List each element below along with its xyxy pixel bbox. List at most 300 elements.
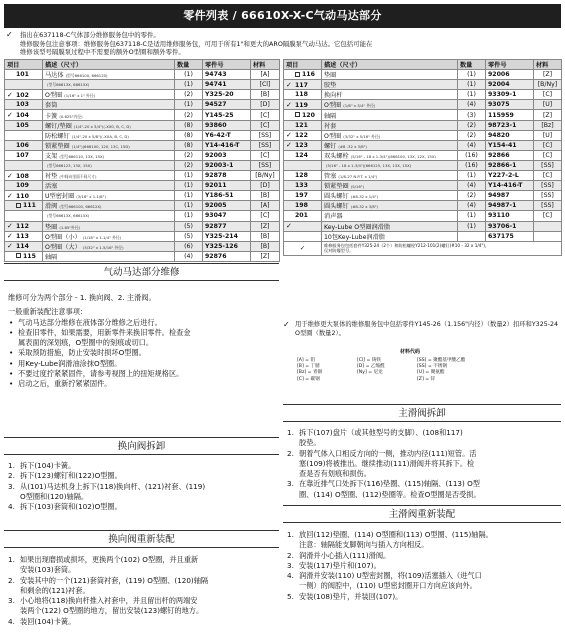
part-number: 92006 bbox=[486, 70, 534, 80]
desc-size: (型号666100, 666120) bbox=[65, 73, 108, 79]
desc-cell bbox=[322, 171, 458, 181]
material-code: [U] bbox=[534, 130, 562, 140]
desc-cell bbox=[43, 90, 175, 100]
bullet-item: 属表面的深划痕，O型圈中的刻痕或切口。 bbox=[18, 338, 154, 348]
qty-cell: (1) bbox=[175, 100, 203, 110]
desc-size: (1/16" x 1-1/4" 外径) bbox=[82, 234, 122, 240]
step-item bbox=[287, 530, 559, 540]
desc-cell bbox=[43, 160, 175, 170]
step-text: O型圈和(120)轴隔。 bbox=[20, 491, 89, 501]
step-number: 2. bbox=[287, 550, 294, 560]
header-item: 项目 bbox=[5, 60, 43, 70]
item-cell bbox=[284, 150, 322, 160]
step-text: 塞(109)将被推出。继续推动(111)滑阀并将其拆下。检 bbox=[299, 458, 475, 468]
desc-size: (型号666110, 13X, 15X) bbox=[59, 153, 105, 159]
table-row bbox=[284, 140, 562, 150]
table-row bbox=[284, 201, 562, 211]
item-number: 117 bbox=[295, 81, 308, 89]
part-number: 92877 bbox=[203, 221, 251, 231]
part-number: 637175 bbox=[486, 231, 534, 241]
legend-entry: [Z] = 锌 bbox=[417, 376, 436, 382]
item-cell bbox=[5, 221, 43, 231]
parts-table-right bbox=[283, 59, 562, 256]
item-cell bbox=[284, 211, 322, 221]
step-text: 安装(108)垫片，并装回(107)。 bbox=[299, 591, 403, 601]
check-icon: ✓ bbox=[7, 171, 13, 180]
part-number: 98723-1 bbox=[486, 120, 534, 130]
step-text: 安装其中的一个(121)套筒衬套，(119) O型圈、(120)轴隔 bbox=[20, 575, 209, 585]
bullet-item: • 气动马达部分维修在液体部分维修之后进行。 bbox=[8, 318, 278, 328]
desc-cell bbox=[43, 80, 175, 90]
check-icon: ✓ bbox=[7, 222, 13, 231]
box-icon bbox=[295, 112, 300, 117]
part-number: 92004 bbox=[486, 80, 534, 90]
step-text: 在靠近排气口处拆下(116)垫圈、(115)轴隔、(113) O型 bbox=[299, 479, 480, 489]
item-cell bbox=[284, 140, 322, 150]
legend-entry: [Bz] = 青铜 bbox=[297, 370, 323, 376]
table-row bbox=[284, 120, 562, 130]
item-number: 107 bbox=[16, 151, 29, 159]
table-row bbox=[284, 70, 562, 80]
desc-cell bbox=[322, 150, 458, 160]
page-title-banner: 零件列表 / 66610X-X-C气动马达部分 bbox=[4, 4, 561, 28]
qty-cell: (4) bbox=[175, 251, 203, 261]
box-icon bbox=[16, 203, 21, 208]
step-item bbox=[287, 490, 559, 500]
table-row bbox=[5, 221, 280, 231]
part-number: 92005 bbox=[203, 201, 251, 211]
item-cell bbox=[5, 70, 43, 80]
desc-text: 锁紧垫圈 bbox=[45, 142, 70, 150]
table-row bbox=[5, 150, 280, 160]
item-number: 115 bbox=[23, 252, 36, 260]
step-item bbox=[287, 581, 559, 591]
part-number: 115959 bbox=[486, 110, 534, 120]
desc-cell bbox=[43, 130, 175, 140]
legend-entry: [SS] = 聚酯基甲酸乙酯 bbox=[417, 358, 466, 363]
desc-text: 支架 bbox=[45, 152, 58, 160]
step-item bbox=[287, 428, 559, 438]
item-number: 123 bbox=[295, 142, 308, 150]
step-text: 查是否有划痕和损伤。 bbox=[299, 469, 371, 479]
desc-size: (5/16" - 18 x 1-3/4")(666125, 13X, 13X, 15X) bbox=[326, 162, 412, 168]
table-row bbox=[284, 171, 562, 181]
step-text: 朝着气体入口相反方向的一侧，推动内径(111)短管。活 bbox=[299, 448, 477, 458]
desc-size: (1/4"-20 x 3/4")(-XX0, B, C, D) bbox=[73, 123, 131, 129]
qty-cell: (3) bbox=[458, 110, 486, 120]
desc-text: O型圈（大） bbox=[45, 243, 81, 251]
desc-size: (5/16" - 18 x 1-3/4")(666100, 13X, 12X, 15X) bbox=[350, 153, 436, 159]
section-title-pilot-disassembly: 换向阀拆卸 bbox=[4, 437, 279, 455]
main-reassembly-steps bbox=[287, 530, 559, 602]
table-row bbox=[284, 90, 562, 100]
step-text: 拆下(107)盘片（或其他型号的支脚）、(108和117) bbox=[299, 428, 463, 437]
step-text: 润滑并安装(110) U型密封圈，将(109)活塞插入（进气口 bbox=[299, 571, 482, 581]
desc-cell bbox=[322, 160, 458, 170]
item-number: 128 bbox=[295, 172, 308, 180]
material-code: [SS] bbox=[251, 130, 280, 140]
legend-row bbox=[297, 377, 557, 383]
desc-size: (#8-32 x 1/4") bbox=[350, 194, 379, 200]
table-row bbox=[284, 211, 562, 221]
check-icon: ✓ bbox=[286, 222, 292, 231]
step-item bbox=[287, 479, 559, 489]
qty-cell: (1) bbox=[458, 70, 486, 80]
step-text: 拆下(103)套筒和(102)O型圈。 bbox=[20, 502, 122, 512]
table-row bbox=[284, 221, 562, 231]
item-cell bbox=[284, 130, 322, 140]
desc-text: 换向杆 bbox=[324, 92, 343, 100]
desc-cell bbox=[322, 90, 458, 100]
desc-size: (1/8" x 3/4" 外径) bbox=[343, 103, 376, 109]
intro-line-3: 维修该型号隔膜泵过程中不需要的额外O型圈和额外零件。 bbox=[20, 48, 185, 57]
table-row bbox=[5, 100, 280, 110]
desc-text: 螺钉/垫圈 bbox=[45, 122, 72, 130]
check-icon: ✓ bbox=[286, 131, 292, 140]
desc-size: (型号66613X, 66615X) bbox=[47, 213, 90, 219]
desc-text: U型密封圈 bbox=[45, 193, 75, 201]
item-cell bbox=[5, 191, 43, 201]
desc-text: 垫圈 bbox=[45, 223, 58, 231]
desc-cell bbox=[322, 221, 458, 231]
check-icon: ✓ bbox=[7, 111, 13, 120]
check-icon: ✓ bbox=[6, 30, 13, 39]
check-icon: ✓ bbox=[7, 232, 13, 241]
qty-cell: (2) bbox=[458, 120, 486, 130]
step-number: 3. bbox=[8, 596, 15, 606]
item-cell bbox=[5, 110, 43, 120]
qty-cell: (2) bbox=[175, 150, 203, 160]
step-item bbox=[287, 469, 559, 479]
desc-text: O型圈 bbox=[45, 92, 63, 100]
step-item bbox=[8, 471, 280, 481]
table-row bbox=[284, 100, 562, 110]
table-row bbox=[284, 160, 562, 170]
item-cell bbox=[284, 80, 322, 90]
part-number: Y186-51 bbox=[203, 191, 251, 201]
intro-block bbox=[6, 31, 559, 57]
step-number: 1. bbox=[287, 530, 294, 539]
desc-cell bbox=[322, 120, 458, 130]
desc-text: 垫圈 bbox=[324, 72, 337, 80]
desc-size: (型号666100, 66612X) bbox=[59, 204, 102, 210]
desc-text: O型圈 bbox=[324, 132, 342, 140]
item-cell bbox=[284, 90, 322, 100]
step-item bbox=[287, 449, 559, 459]
desc-cell bbox=[43, 251, 175, 261]
step-text: 注意：轴隔能支脚朝向与插入方向相反。 bbox=[299, 540, 429, 550]
desc-cell bbox=[43, 241, 175, 251]
desc-text: 卡簧 bbox=[45, 112, 58, 120]
legend-entry: [Cl] = 铸铁 bbox=[357, 358, 382, 363]
material-code: [B] bbox=[251, 90, 280, 100]
desc-cell bbox=[322, 100, 458, 110]
part-number: Y325-126 bbox=[203, 241, 251, 251]
table-row bbox=[5, 110, 280, 120]
part-number: Y154-41 bbox=[486, 140, 534, 150]
repair-intro bbox=[8, 293, 278, 390]
desc-text: 套筒 bbox=[45, 102, 58, 110]
step-text: 一侧）的阀腔中，(110) U型密封圈开口方向应该向外。 bbox=[299, 581, 477, 591]
table-row bbox=[5, 80, 280, 90]
table-row bbox=[5, 191, 280, 201]
step-item bbox=[287, 459, 559, 469]
desc-cell bbox=[43, 100, 175, 110]
table-row bbox=[5, 130, 280, 140]
item-number: 198 bbox=[295, 202, 308, 210]
part-number: 92866-1 bbox=[486, 160, 534, 170]
material-code: [Z] bbox=[251, 221, 280, 231]
item-cell bbox=[284, 231, 322, 241]
item-cell bbox=[5, 140, 43, 150]
desc-cell bbox=[43, 211, 175, 221]
step-item bbox=[8, 482, 280, 492]
material-code: [B] bbox=[251, 191, 280, 201]
header-qty: 数量 bbox=[458, 60, 486, 70]
item-cell bbox=[5, 201, 43, 211]
section-title-main-reassembly: 主滑阀重新装配 bbox=[283, 505, 561, 523]
step-item bbox=[8, 596, 280, 606]
part-number: 93047 bbox=[203, 211, 251, 221]
step-item bbox=[287, 561, 559, 571]
part-number: 92866 bbox=[486, 150, 534, 160]
material-code: [U] bbox=[534, 100, 562, 110]
material-code: [Bz] bbox=[534, 120, 562, 130]
desc-text: 双头螺栓 bbox=[324, 152, 349, 160]
kit-note-check: ✓ bbox=[284, 241, 322, 255]
bullet-item: • 不要过度拧紧紧固件，请参考视图上的扭矩规格区。 bbox=[8, 369, 278, 379]
part-number: 93860 bbox=[203, 120, 251, 130]
step-item bbox=[8, 576, 280, 586]
material-code: [B] bbox=[251, 241, 280, 251]
check-icon: ✓ bbox=[286, 100, 292, 109]
item-cell bbox=[5, 100, 43, 110]
legend-entry: [SS] = 不锈钢 bbox=[417, 364, 447, 370]
material-code: [D] bbox=[251, 100, 280, 110]
item-cell bbox=[284, 221, 322, 231]
table-row bbox=[284, 80, 562, 90]
item-number: 113 bbox=[16, 233, 29, 241]
qty-cell: (16) bbox=[458, 150, 486, 160]
main-disassembly-steps bbox=[287, 428, 559, 500]
item-cell bbox=[284, 181, 322, 191]
material-code: [C] bbox=[534, 171, 562, 181]
step-text: 从(101)马达机身上拆下(118)换向杆、(121)衬套、(119) bbox=[20, 481, 206, 491]
step-number: 4. bbox=[8, 502, 15, 512]
item-cell bbox=[5, 160, 43, 170]
item-number: 112 bbox=[16, 223, 29, 231]
item-cell bbox=[5, 171, 43, 181]
repair-general-label: 一般重新装配注意事项： bbox=[8, 307, 88, 317]
item-cell bbox=[5, 130, 43, 140]
item-number: 105 bbox=[16, 121, 29, 129]
step-text: 装两个(122) O型圈的地方，留出安装(123)螺钉的地方。 bbox=[20, 606, 204, 616]
desc-cell bbox=[322, 110, 458, 120]
qty-cell: (1) bbox=[175, 181, 203, 191]
material-code: [SS] bbox=[251, 140, 280, 150]
step-number: 1. bbox=[287, 428, 294, 437]
header-mtl: 材料 bbox=[251, 60, 280, 70]
desc-size: (3/32" x 1-5/16" 外径) bbox=[82, 244, 124, 250]
qty-cell: (4) bbox=[458, 140, 486, 150]
repair-intro-line: 维修可分为两个部分 - 1. 换向阀、2. 主滑阀。 bbox=[8, 293, 156, 302]
step-item bbox=[8, 502, 280, 512]
step-text: 小心地将(118)换向杆推入衬套中，并且留出杆的两端安 bbox=[20, 596, 198, 606]
item-cell bbox=[284, 100, 322, 110]
table-row bbox=[5, 120, 280, 130]
part-number: 93309-1 bbox=[486, 90, 534, 100]
intro-line-1: 指出在637118-C气体部分维修服务包中的零件。 bbox=[20, 31, 160, 39]
part-number: 92011 bbox=[203, 181, 251, 191]
legend-entry: [Ny] = 尼龙 bbox=[357, 370, 383, 376]
item-cell bbox=[284, 120, 322, 130]
header-mtl: 材料 bbox=[534, 60, 562, 70]
header-part: 零件号 bbox=[486, 60, 534, 70]
step-item bbox=[8, 586, 280, 596]
table-row bbox=[5, 70, 280, 80]
qty-cell: (4) bbox=[458, 181, 486, 191]
kit-note-line-1: 维修服务包包括套件Y325-24（2个）和防松螺栓Y212-101(2)螺钉(#10 - 32 x 1/4")， bbox=[324, 242, 490, 248]
step-number: 3. bbox=[287, 479, 294, 489]
item-cell bbox=[284, 70, 322, 80]
material-code: [C] bbox=[534, 150, 562, 160]
check-icon: ✓ bbox=[7, 242, 13, 251]
table-row bbox=[5, 160, 280, 170]
legend-entry: [U] = 聚氨酯 bbox=[417, 370, 445, 376]
part-number: 94820 bbox=[486, 130, 534, 140]
qty-cell: (2) bbox=[458, 191, 486, 201]
desc-size: (中间向里面不同尺寸) bbox=[59, 174, 97, 180]
step-number: 3. bbox=[8, 481, 15, 491]
kit-note-row bbox=[284, 241, 562, 255]
check-icon: ✓ bbox=[7, 90, 13, 99]
step-text: 圈、(114) O型圈、(112)垫圈等。检查O型圈是否受损。 bbox=[299, 489, 481, 499]
legend-entry: [B] = 丁腈 bbox=[297, 364, 320, 370]
material-code: [C] bbox=[534, 140, 562, 150]
item-number: 124 bbox=[295, 151, 308, 159]
table-row bbox=[5, 201, 280, 211]
desc-cell bbox=[322, 70, 458, 80]
material-code-legend bbox=[297, 358, 557, 383]
desc-cell bbox=[322, 80, 458, 90]
desc-text: 消声器 bbox=[324, 213, 343, 221]
desc-text: 衬套 bbox=[324, 122, 337, 130]
part-number: 93110 bbox=[486, 211, 534, 221]
table-row bbox=[5, 251, 280, 261]
qty-cell: (1) bbox=[458, 171, 486, 181]
qty-cell: (1) bbox=[458, 211, 486, 221]
qty-cell: (1) bbox=[175, 80, 203, 90]
table-row bbox=[5, 181, 280, 191]
item-number: 102 bbox=[16, 91, 29, 99]
bullet-item: • 采取预防措施，防止安装时损坏O型圈。 bbox=[8, 348, 278, 358]
desc-cell bbox=[43, 201, 175, 211]
material-code: [SS] bbox=[534, 201, 562, 211]
qty-cell: (1) bbox=[458, 221, 486, 231]
desc-text: 轴隔 bbox=[45, 253, 58, 261]
step-number: 3. bbox=[287, 560, 294, 570]
qty-cell: (5) bbox=[175, 221, 203, 231]
part-number: 94527 bbox=[203, 100, 251, 110]
desc-size: (#8-32 x 3/8") bbox=[350, 204, 379, 210]
item-cell bbox=[5, 211, 43, 221]
desc-size: (1/4"-20 x 5/8")(-XXA, B, C, D) bbox=[71, 133, 129, 139]
qty-cell bbox=[458, 231, 486, 241]
qty-cell: (2) bbox=[175, 160, 203, 170]
desc-cell bbox=[322, 211, 458, 221]
step-number: 5. bbox=[287, 591, 294, 601]
section-title-air-motor-repair: 气动马达部分维修 bbox=[4, 263, 279, 281]
part-number: Y227-2-L bbox=[486, 171, 534, 181]
header-desc: 描述（尺寸） bbox=[43, 60, 175, 70]
check-icon: ✓ bbox=[7, 191, 13, 200]
item-cell bbox=[5, 150, 43, 160]
step-number: 4. bbox=[8, 616, 15, 626]
material-code: [Z] bbox=[534, 110, 562, 120]
bullet-item: • 检查旧零件，如果需要，用新零件来换旧零件。检查金 bbox=[8, 328, 278, 338]
header-part: 零件号 bbox=[203, 60, 251, 70]
material-code: [C] bbox=[534, 211, 562, 221]
step-item bbox=[287, 592, 559, 602]
material-code bbox=[534, 231, 562, 241]
material-code-title: 材料代码 bbox=[400, 349, 421, 355]
part-number: 92876 bbox=[203, 251, 251, 261]
qty-cell: (1) bbox=[175, 211, 203, 221]
desc-cell bbox=[43, 231, 175, 241]
qty-cell: (1) bbox=[175, 171, 203, 181]
desc-size: (5/16") bbox=[350, 184, 364, 190]
material-code bbox=[534, 221, 562, 231]
step-item bbox=[8, 461, 280, 471]
step-item bbox=[8, 565, 280, 575]
box-icon bbox=[295, 72, 300, 77]
table-row bbox=[284, 110, 562, 120]
qty-cell: (2) bbox=[175, 110, 203, 120]
desc-size: (型号66613X, 66615X) bbox=[47, 82, 90, 88]
part-number: Y6-42-T bbox=[203, 130, 251, 140]
desc-text: 胶垫 bbox=[324, 82, 337, 90]
item-number: 116 bbox=[302, 71, 315, 79]
item-number: 101 bbox=[16, 71, 29, 79]
item-number: 121 bbox=[295, 121, 308, 129]
desc-cell bbox=[322, 231, 458, 241]
part-number: 94741 bbox=[203, 80, 251, 90]
step-item bbox=[287, 571, 559, 581]
item-cell bbox=[5, 251, 43, 261]
check-icon: ✓ bbox=[283, 320, 290, 329]
step-number: 2. bbox=[8, 575, 15, 585]
qty-cell: (16) bbox=[458, 160, 486, 170]
material-code: [C] bbox=[251, 120, 280, 130]
step-text: 安装(117)垫片和(107)。 bbox=[299, 560, 381, 570]
desc-size: (3/16" x 1-1/8") bbox=[76, 194, 106, 200]
material-code: [B/Ny] bbox=[251, 171, 280, 181]
desc-text: 滑阀 bbox=[45, 203, 58, 211]
item-number: 133 bbox=[295, 182, 308, 190]
step-text: 如果出现磨损或损坏，更换两个(102) O型圈，并且重新 bbox=[20, 555, 199, 564]
part-number: 94987 bbox=[486, 191, 534, 201]
intro-line-2: 维修服务包注意事项：维修服务包637118-C是适用维修服务包，可用于所有1"和更大的ARO隔膜泵气动马达。它包括可能在 bbox=[20, 39, 373, 48]
desc-cell bbox=[322, 181, 458, 191]
desc-cell bbox=[322, 140, 458, 150]
part-number: Y325-20 bbox=[203, 90, 251, 100]
header-item: 项目 bbox=[284, 60, 322, 70]
step-number: 1. bbox=[8, 461, 15, 470]
desc-size: (型号666123, 13X, 15X) bbox=[47, 162, 92, 168]
step-item bbox=[287, 540, 559, 550]
table-row bbox=[284, 150, 562, 160]
desc-text: Key-Lube O型圈润滑脂 bbox=[324, 223, 391, 231]
